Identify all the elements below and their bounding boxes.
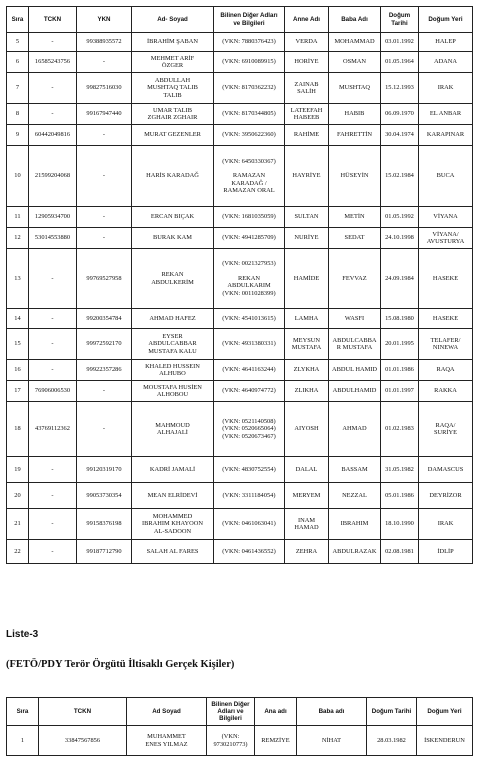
cell-diger-bilgiler: (VKN: 4830752554)	[214, 457, 285, 483]
col-ykn: YKN	[77, 7, 132, 33]
cell-dogum-tarihi: 02.08.1981	[381, 540, 419, 564]
cell-dogum-yeri: VİYANA/ AVUSTURYA	[419, 228, 473, 249]
cell-dogum-yeri: RAQA	[419, 360, 473, 381]
cell-diger-bilgiler: (VKN: 4640974772)	[214, 381, 285, 402]
cell-tckn: -	[29, 509, 77, 540]
cell-tckn: 53014553880	[29, 228, 77, 249]
cell-baba-adi: FEVVAZ	[329, 249, 381, 309]
table-row	[7, 381, 473, 402]
cell-sira: 18	[7, 402, 29, 457]
cell-baba-adi: ABDUL HAMID	[329, 360, 381, 381]
cell-baba-adi: ABDULRAZAK	[329, 540, 381, 564]
cell-ana-adi: REMZİYE	[255, 726, 297, 756]
cell-anne-adi: NURİYE	[285, 228, 329, 249]
cell-dogum-tarihi: 01.01.1997	[381, 381, 419, 402]
cell-ykn: -	[77, 402, 132, 457]
cell-anne-adi: ZAINAB SALİH	[285, 73, 329, 104]
cell-dogum-yeri: DEYRİZOR	[419, 483, 473, 509]
cell-baba-adi: METİN	[329, 207, 381, 228]
cell-sira: 5	[7, 33, 29, 52]
cell-tckn: -	[29, 329, 77, 360]
cell-dogum-tarihi: 01.05.1992	[381, 207, 419, 228]
cell-tckn: -	[29, 540, 77, 564]
cell-ykn: -	[77, 207, 132, 228]
cell-baba-adi: MOHAMMAD	[329, 33, 381, 52]
cell-tckn: -	[29, 249, 77, 309]
cell-ykn: -	[77, 52, 132, 73]
cell-ykn: 99972592170	[77, 329, 132, 360]
cell-baba-adi: SEDAT	[329, 228, 381, 249]
cell-anne-adi: HAYRİYE	[285, 146, 329, 207]
cell-sira: 17	[7, 381, 29, 402]
cell-ad-soyad: MAHMOUD ALHAJALİ	[132, 402, 214, 457]
cell-dogum-yeri: İSKENDERUN	[417, 726, 473, 756]
cell-diger-bilgiler: (VKN: 4941285709)	[214, 228, 285, 249]
cell-sira: 11	[7, 207, 29, 228]
table-row	[7, 104, 473, 125]
cell-baba-adi: NEZZAL	[329, 483, 381, 509]
cell-ad-soyad: SALAH AL FARES	[132, 540, 214, 564]
cell-dogum-yeri: BUCA	[419, 146, 473, 207]
cell-sira: 20	[7, 483, 29, 509]
cell-tckn: 21599204068	[29, 146, 77, 207]
cell-dogum-tarihi: 01.01.1986	[381, 360, 419, 381]
table-row	[7, 329, 473, 360]
cell-tckn: -	[29, 309, 77, 329]
col-sira: Sıra	[7, 7, 29, 33]
cell-tckn: -	[29, 457, 77, 483]
cell-diger-bilgiler: (VKN: 0021327953) REKAN ABDULKARIM (VKN: 0011028399)	[214, 249, 285, 309]
cell-dogum-yeri: RAQA/ SURİYE	[419, 402, 473, 457]
cell-dogum-tarihi: 05.01.1986	[381, 483, 419, 509]
cell-baba-adi: ABDULCABBA R MUSTAFA	[329, 329, 381, 360]
table-row	[7, 146, 473, 207]
cell-tckn: 76906006530	[29, 381, 77, 402]
cell-dogum-yeri: HALEP	[419, 33, 473, 52]
cell-diger-bilgiler: (VKN: 8170362232)	[214, 73, 285, 104]
cell-anne-adi: ZLYKHA	[285, 360, 329, 381]
cell-anne-adi: MEYSUN MUSTAFA	[285, 329, 329, 360]
table-row	[7, 726, 473, 756]
cell-ad-soyad: MOHAMMED IBRAHIM KHAYOON AL-SADOON	[132, 509, 214, 540]
table-header-row	[7, 698, 473, 726]
cell-baba-adi: OSMAN	[329, 52, 381, 73]
cell-ykn: -	[77, 228, 132, 249]
cell-dogum-yeri: EL ANBAR	[419, 104, 473, 125]
cell-diger-bilgiler: (VKN: 3950622360)	[214, 125, 285, 146]
cell-ykn: 99388935572	[77, 33, 132, 52]
cell-sira: 8	[7, 104, 29, 125]
cell-diger-bilgiler: (VKN: 1681035059)	[214, 207, 285, 228]
cell-dogum-yeri: VİYANA	[419, 207, 473, 228]
cell-dogum-tarihi: 18.10.1990	[381, 509, 419, 540]
cell-anne-adi: AIYOSH	[285, 402, 329, 457]
table-row	[7, 249, 473, 309]
cell-tckn: -	[29, 33, 77, 52]
table-row	[7, 402, 473, 457]
cell-tckn: -	[29, 360, 77, 381]
cell-ykn: -	[77, 146, 132, 207]
col-ad-soyad: Ad- Soyad	[132, 7, 214, 33]
cell-tckn: -	[29, 104, 77, 125]
list-3-subtitle: (FETÖ/PDY Terör Örgütü İltisaklı Gerçek Kişiler)	[6, 659, 235, 670]
cell-sira: 6	[7, 52, 29, 73]
cell-ad-soyad: KHALED HUSSEIN ALHUBO	[132, 360, 214, 381]
cell-ykn: 99120319170	[77, 457, 132, 483]
cell-sira: 19	[7, 457, 29, 483]
cell-baba-adi: ABDULHAMID	[329, 381, 381, 402]
cell-dogum-tarihi: 01.02.1983	[381, 402, 419, 457]
cell-ykn: 99922357286	[77, 360, 132, 381]
cell-ad-soyad: MEHMET ARİF ÖZGER	[132, 52, 214, 73]
cell-sira: 10	[7, 146, 29, 207]
cell-ykn: 99158376198	[77, 509, 132, 540]
cell-dogum-tarihi: 03.01.1992	[381, 33, 419, 52]
cell-dogum-yeri: DAMASCUS	[419, 457, 473, 483]
cell-anne-adi: INAM HAMAD	[285, 509, 329, 540]
cell-baba-adi: FAHRETTİN	[329, 125, 381, 146]
cell-ad-soyad: KADRİ JAMALİ	[132, 457, 214, 483]
table-row	[7, 309, 473, 329]
cell-dogum-yeri: HASEKE	[419, 249, 473, 309]
cell-tckn: 43769112362	[29, 402, 77, 457]
col-baba-adi: Baba Adı	[329, 7, 381, 33]
cell-tckn: 12905934700	[29, 207, 77, 228]
cell-diger-bilgiler: (VKN: 3311184054)	[214, 483, 285, 509]
cell-dogum-tarihi: 15.08.1980	[381, 309, 419, 329]
cell-ad-soyad: MURAT GEZENLER	[132, 125, 214, 146]
cell-ykn: 99167947440	[77, 104, 132, 125]
cell-dogum-tarihi: 01.05.1964	[381, 52, 419, 73]
col-sira: Sıra	[7, 698, 39, 726]
cell-baba-adi: WASFI	[329, 309, 381, 329]
cell-diger-bilgiler: (VKN: 7880376423)	[214, 33, 285, 52]
cell-sira: 7	[7, 73, 29, 104]
cell-anne-adi: LATEEFAH HABEEB	[285, 104, 329, 125]
cell-ad-soyad: ABDULLAH MUSHTAQ TALIB TALIB	[132, 73, 214, 104]
cell-ad-soyad: İBRAHİM ŞABAN	[132, 33, 214, 52]
cell-ad-soyad: ERCAN BIÇAK	[132, 207, 214, 228]
cell-anne-adi: ZEHRA	[285, 540, 329, 564]
cell-dogum-tarihi: 30.04.1974	[381, 125, 419, 146]
cell-dogum-yeri: KARAPINAR	[419, 125, 473, 146]
cell-baba-adi: NİHAT	[297, 726, 367, 756]
table-row	[7, 228, 473, 249]
cell-ad-soyad: BURAK KAM	[132, 228, 214, 249]
table-row	[7, 73, 473, 104]
cell-sira: 22	[7, 540, 29, 564]
cell-baba-adi: IBRAHIM	[329, 509, 381, 540]
cell-tckn: 33847567856	[39, 726, 127, 756]
cell-ykn: 99200354784	[77, 309, 132, 329]
table-row	[7, 509, 473, 540]
col-anne-adi: Anne Adı	[285, 7, 329, 33]
cell-dogum-tarihi: 28.03.1982	[367, 726, 417, 756]
table-row	[7, 207, 473, 228]
cell-sira: 15	[7, 329, 29, 360]
cell-baba-adi: AHMAD	[329, 402, 381, 457]
cell-ykn: -	[77, 381, 132, 402]
cell-diger-bilgiler: (VKN: 0461063041)	[214, 509, 285, 540]
cell-tckn: 60442049816	[29, 125, 77, 146]
cell-sira: 9	[7, 125, 29, 146]
cell-diger-bilgiler: (VKN: 4541013615)	[214, 309, 285, 329]
cell-diger-bilgiler: (VKN: 6910089915)	[214, 52, 285, 73]
col-ad-soyad: Ad Soyad	[127, 698, 207, 726]
cell-sira: 21	[7, 509, 29, 540]
cell-diger-bilgiler: (VKN: 0461436552)	[214, 540, 285, 564]
cell-dogum-yeri: ADANA	[419, 52, 473, 73]
cell-diger-bilgiler: (VKN: 4641163244)	[214, 360, 285, 381]
cell-sira: 13	[7, 249, 29, 309]
cell-anne-adi: HORİYE	[285, 52, 329, 73]
cell-dogum-tarihi: 24.10.1998	[381, 228, 419, 249]
cell-dogum-tarihi: 31.05.1982	[381, 457, 419, 483]
col-baba-adi: Baba adı	[297, 698, 367, 726]
table-row	[7, 125, 473, 146]
table-header-row	[7, 7, 473, 33]
cell-dogum-tarihi: 15.12.1993	[381, 73, 419, 104]
col-dogum-yeri: Doğum Yeri	[419, 7, 473, 33]
col-diger-bilgiler: Bilinen Diğer Adları ve Bilgileri	[207, 698, 255, 726]
cell-ykn: 99769527958	[77, 249, 132, 309]
table-row	[7, 483, 473, 509]
col-dogum-tarihi: Doğum Tarihi	[367, 698, 417, 726]
cell-ad-soyad: MEAN ELRİDEVİ	[132, 483, 214, 509]
cell-baba-adi: BASSAM	[329, 457, 381, 483]
cell-diger-bilgiler: (VKN: 4931380331)	[214, 329, 285, 360]
table-row	[7, 33, 473, 52]
cell-anne-adi: VERDA	[285, 33, 329, 52]
cell-sira: 12	[7, 228, 29, 249]
cell-ad-soyad: EYSER ABDULCABBAR MUSTAFA KALU	[132, 329, 214, 360]
cell-sira: 14	[7, 309, 29, 329]
cell-dogum-tarihi: 06.09.1970	[381, 104, 419, 125]
cell-ykn: 99187712790	[77, 540, 132, 564]
col-tckn: TCKN	[39, 698, 127, 726]
col-dogum-yeri: Doğum Yeri	[417, 698, 473, 726]
cell-diger-bilgiler: (VKN: 0521140508) (VKN: 0520665064) (VKN: 0520673467)	[214, 402, 285, 457]
cell-baba-adi: HÜSEYİN	[329, 146, 381, 207]
cell-diger-bilgiler: (VKN: 9730210773)	[207, 726, 255, 756]
cell-ykn: 99827516030	[77, 73, 132, 104]
cell-baba-adi: HABIB	[329, 104, 381, 125]
cell-anne-adi: MERYEM	[285, 483, 329, 509]
col-diger-bilgiler: Bilinen Diğer Adları ve Bilgileri	[214, 7, 285, 33]
liste-2-table	[6, 6, 473, 564]
cell-sira: 1	[7, 726, 39, 756]
col-ana-adi: Ana adı	[255, 698, 297, 726]
table-row	[7, 540, 473, 564]
cell-ad-soyad: AHMAD HAFEZ	[132, 309, 214, 329]
cell-dogum-yeri: HASEKE	[419, 309, 473, 329]
cell-anne-adi: HAMİDE	[285, 249, 329, 309]
cell-anne-adi: DALAL	[285, 457, 329, 483]
table-row	[7, 360, 473, 381]
table-row	[7, 52, 473, 73]
cell-dogum-tarihi: 20.01.1995	[381, 329, 419, 360]
cell-tckn: -	[29, 73, 77, 104]
cell-dogum-tarihi: 15.02.1984	[381, 146, 419, 207]
cell-dogum-yeri: IRAK	[419, 73, 473, 104]
table-row	[7, 457, 473, 483]
cell-tckn: -	[29, 483, 77, 509]
cell-ad-soyad: MOUSTAFA HUSİEN ALHOBOU	[132, 381, 214, 402]
cell-anne-adi: ZLIKHA	[285, 381, 329, 402]
cell-dogum-yeri: RAKKA	[419, 381, 473, 402]
cell-anne-adi: LAMHA	[285, 309, 329, 329]
cell-tckn: 16585243756	[29, 52, 77, 73]
liste-3-table	[6, 697, 473, 756]
cell-dogum-yeri: TELAFER/ NINEWA	[419, 329, 473, 360]
cell-diger-bilgiler: (VKN: 8170344805)	[214, 104, 285, 125]
cell-ykn: 99053730354	[77, 483, 132, 509]
list-3-title: Liste-3	[6, 629, 39, 640]
cell-anne-adi: SULTAN	[285, 207, 329, 228]
col-tckn: TCKN	[29, 7, 77, 33]
cell-ad-soyad: HARİS KARADAĞ	[132, 146, 214, 207]
cell-ad-soyad: UMAR TALIB ZGHAIR ZGHAIR	[132, 104, 214, 125]
col-dogum-tarihi: Doğum Tarihi	[381, 7, 419, 33]
cell-ykn: -	[77, 125, 132, 146]
cell-baba-adi: MUSHTAQ	[329, 73, 381, 104]
cell-dogum-yeri: İDLİP	[419, 540, 473, 564]
cell-dogum-yeri: IRAK	[419, 509, 473, 540]
cell-ad-soyad: MUHAMMET ENES YILMAZ	[127, 726, 207, 756]
cell-dogum-tarihi: 24.09.1984	[381, 249, 419, 309]
cell-diger-bilgiler: (VKN: 6450330367) RAMAZAN KARADAĞ / RAMAZAN ORAL	[214, 146, 285, 207]
cell-anne-adi: RAHİME	[285, 125, 329, 146]
cell-ad-soyad: REKAN ABDULKERİM	[132, 249, 214, 309]
cell-sira: 16	[7, 360, 29, 381]
